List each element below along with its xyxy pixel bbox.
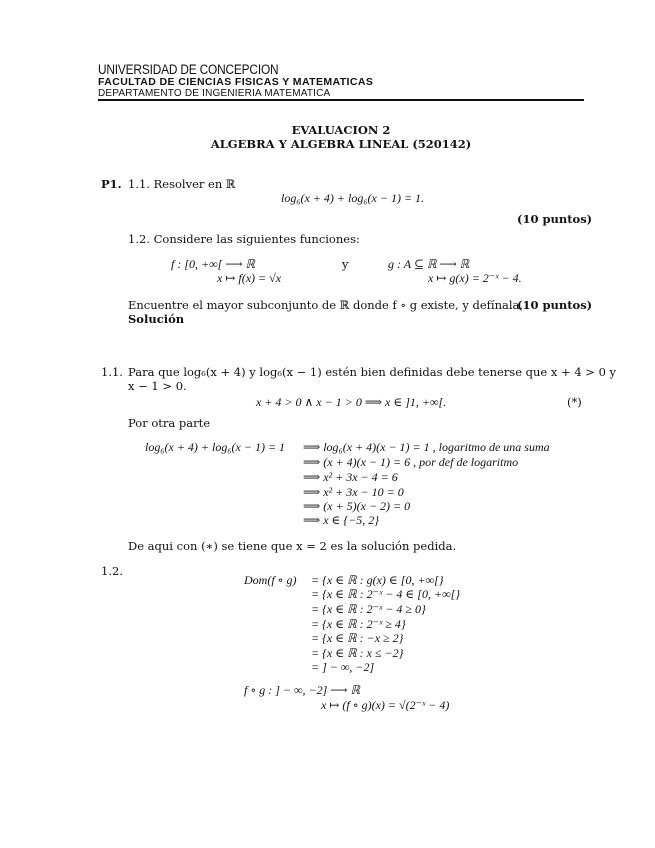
problem-1-1-statement: 1.1. Resolver en ℝ: [128, 177, 236, 191]
exam-title: EVALUACION 2: [291, 123, 391, 137]
solution-1-2-label: 1.2.: [101, 564, 123, 578]
problem-1-1-equation: log₆(x + 4) + log₆(x − 1) = 1.: [281, 191, 425, 205]
domain-step: = {x ∈ ℝ : x ≤ −2}: [311, 646, 404, 660]
derivation-step: ⟹ x ∈ {−5, 2}: [303, 513, 380, 527]
function-f-domain: f : [0, +∞[ ⟶ ℝ: [171, 257, 256, 271]
derivation-step: ⟹ (x + 4)(x − 1) = 6 , por def de logaritmo: [303, 455, 519, 469]
derivation-step: ⟹ log₆(x + 4)(x − 1) = 1 , logaritmo de una suma: [303, 440, 550, 454]
solution-1-1-label: 1.1.: [101, 365, 123, 379]
problem-1-2-statement: 1.2. Considere las siguientes funciones:: [128, 232, 360, 246]
composition-rule: x ↦ (f ∘ g)(x) = √(2⁻ˣ − 4): [321, 698, 450, 712]
domain-step: = {x ∈ ℝ : −x ≥ 2}: [311, 631, 404, 645]
solution-1-1-paragraph-cont: x − 1 > 0.: [128, 379, 187, 393]
solution-1-1-conclusion: De aqui con (∗) se tiene que x = 2 es la solución pedida.: [128, 539, 457, 553]
otra-parte: Por otra parte: [128, 416, 211, 430]
domain-step: = {x ∈ ℝ : 2⁻ˣ ≥ 4}: [311, 617, 406, 631]
problem-1-2-task: Encuentre el mayor subconjunto de ℝ donde f ∘ g existe, y defínala.: [128, 298, 524, 312]
problem-1-2-points: (10 puntos): [517, 298, 593, 312]
domain-step: = ] − ∞, −2]: [311, 660, 375, 674]
composition-definition: f ∘ g : ] − ∞, −2] ⟶ ℝ: [244, 683, 361, 697]
conjunction-y: y: [342, 257, 349, 271]
solution-heading: Solución: [128, 312, 185, 326]
solution-1-1-paragraph: Para que log₆(x + 4) y log₆(x − 1) estén bien definidas debe tenerse que x + 4 > 0 y: [128, 365, 617, 379]
domain-step: = {x ∈ ℝ : 2⁻ˣ − 4 ≥ 0}: [311, 602, 426, 616]
faculty-name: FACULTAD DE CIENCIAS FISICAS Y MATEMATICAS: [98, 76, 374, 88]
domain-condition: x + 4 > 0 ∧ x − 1 > 0 ⟹ x ∈ ]1, +∞[.: [256, 395, 447, 409]
domain-step: = {x ∈ ℝ : 2⁻ˣ − 4 ∈ [0, +∞[}: [311, 587, 461, 601]
equation-tag: (*): [567, 395, 582, 409]
problem-1-1-points: (10 puntos): [517, 212, 593, 226]
course-title: ALGEBRA Y ALGEBRA LINEAL (520142): [210, 137, 472, 151]
header-rule: [98, 99, 584, 101]
function-g-domain: g : A ⊆ ℝ ⟶ ℝ: [388, 257, 470, 271]
university-name: UNIVERSIDAD DE CONCEPCION: [98, 62, 279, 77]
function-g-rule: x ↦ g(x) = 2⁻ˣ − 4.: [428, 271, 522, 285]
domain-step: = {x ∈ ℝ : g(x) ∈ [0, +∞[}: [311, 573, 444, 587]
derivation-step: ⟹ x² + 3x − 10 = 0: [303, 485, 404, 499]
derivation-step: ⟹ x² + 3x − 4 = 6: [303, 470, 398, 484]
problem-label: P1.: [101, 177, 122, 191]
function-f-rule: x ↦ f(x) = √x: [217, 271, 282, 285]
department-name: DEPARTAMENTO DE INGENIERIA MATEMATICA: [98, 88, 331, 99]
domain-composition-lhs: Dom(f ∘ g): [244, 573, 297, 587]
derivation-step: ⟹ (x + 5)(x − 2) = 0: [303, 499, 411, 513]
derivation-lhs: log₆(x + 4) + log₆(x − 1) = 1: [145, 440, 286, 454]
